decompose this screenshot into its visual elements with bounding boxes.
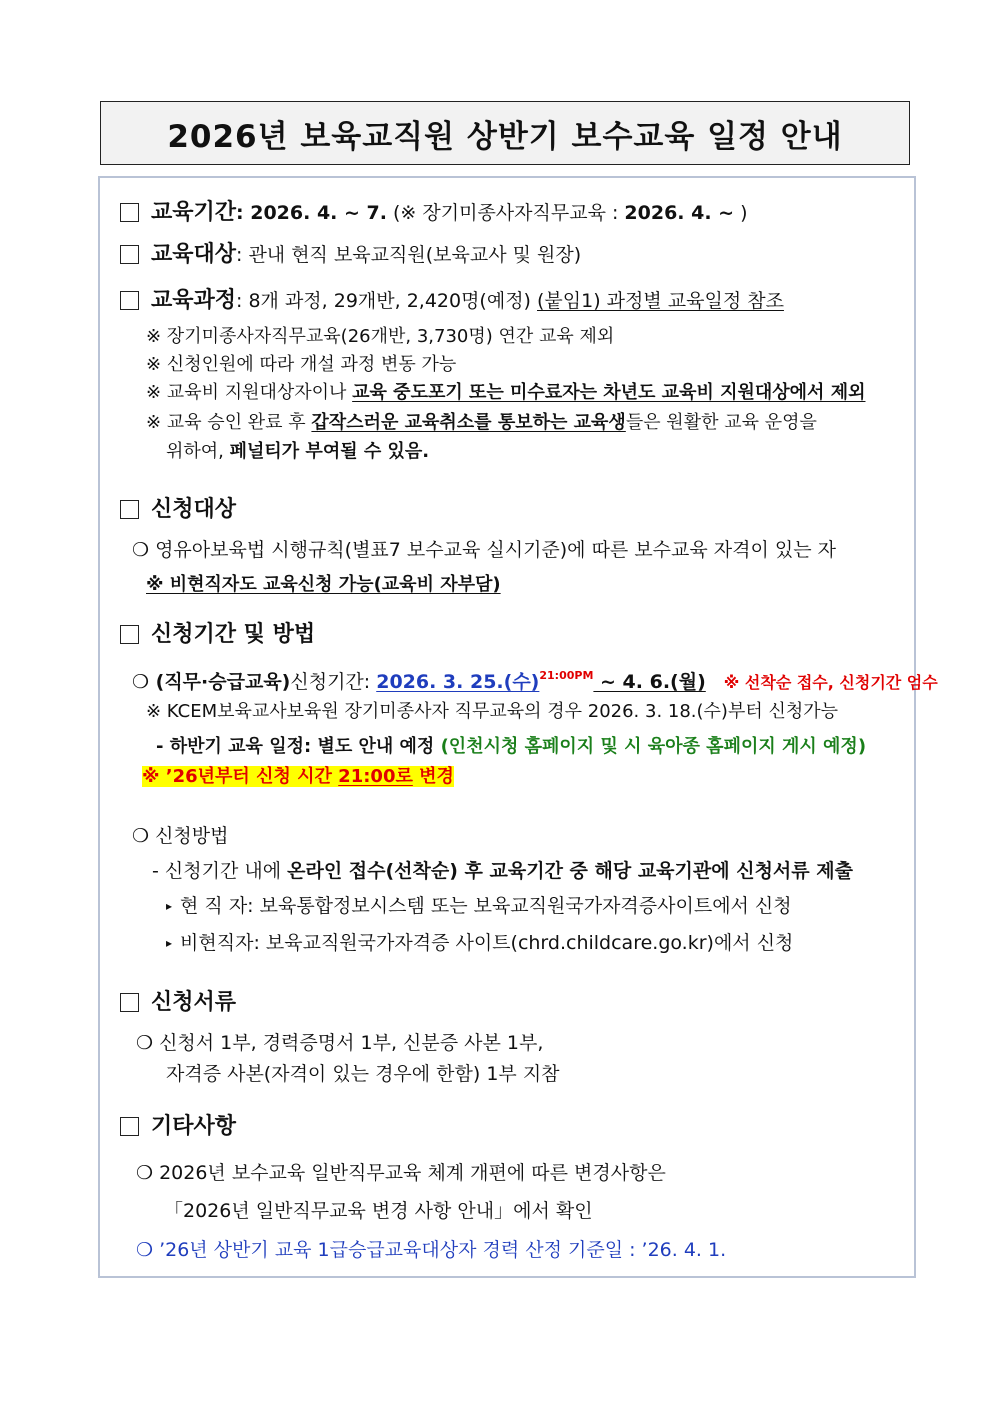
course-note-2: ※ 신청인원에 따라 개설 과정 변동 가능 bbox=[146, 354, 457, 375]
checkbox-icon bbox=[120, 203, 139, 222]
note-text: ※ 교육 승인 완료 후 bbox=[146, 412, 312, 433]
title-box bbox=[100, 101, 910, 165]
page-title: 2026년 보육교직원 상반기 보수교육 일정 안내 bbox=[167, 118, 843, 155]
method-non-current-staff bbox=[166, 931, 793, 955]
method-text: 비현직자: 보육교직원국가자격증 사이트(chrd.childcare.go.kr)에서 신청 bbox=[180, 932, 794, 954]
section-other bbox=[120, 1115, 236, 1139]
note-emphasis: 온라인 접수(선착순) 후 교육기간 중 해당 교육기관에 신청서류 제출 bbox=[287, 860, 853, 882]
period-note-end: ) bbox=[734, 202, 748, 224]
note-emphasis: 페널티가 부여될 수 있음. bbox=[229, 441, 430, 462]
time-change-notice bbox=[142, 765, 454, 789]
period-label: 신청기간: bbox=[290, 671, 377, 693]
section-applicant bbox=[120, 498, 236, 522]
period-note-date: 2026. 4. ~ bbox=[624, 202, 735, 224]
section-heading: 신청서류 bbox=[151, 990, 237, 1015]
method-text: 현 직 자: 보육통합정보시스템 또는 보육교직원국가자격증사이트에서 신청 bbox=[180, 895, 792, 917]
section-heading: 교육대상 bbox=[151, 242, 237, 267]
period-dates: : 2026. 4. ~ 7. bbox=[236, 202, 387, 224]
section-heading: 교육기간 bbox=[151, 200, 237, 225]
course-note-4-cont bbox=[166, 440, 429, 464]
method-description bbox=[152, 859, 853, 883]
checkbox-icon bbox=[120, 245, 139, 264]
checkbox-icon bbox=[120, 625, 139, 644]
section-application-period bbox=[120, 623, 315, 647]
applicant-note-1 bbox=[146, 573, 501, 597]
section-education-course bbox=[120, 289, 784, 313]
note-emphasis: ※ 비현직자도 교육신청 가능(교육비 자부담) bbox=[146, 574, 501, 595]
applicant-item-1: ❍ 영유아보육법 시행규칙(별표7 보수교육 실시기준)에 따른 보수교육 자격이 있는 자 bbox=[132, 539, 836, 561]
course-text: : 8개 과정, 29개반, 2,420명(예정) bbox=[236, 290, 538, 312]
note-text: ※ 교육비 지원대상자이나 bbox=[146, 382, 353, 403]
second-half-note bbox=[156, 735, 866, 759]
period-warning: ※ 선착순 접수, 신청기간 엄수 bbox=[723, 673, 938, 692]
section-heading: 기타사항 bbox=[151, 1114, 237, 1139]
note-text: 위하여, bbox=[166, 441, 230, 462]
triangle-icon: ▸ bbox=[166, 936, 173, 950]
documents-item-1-cont: 자격증 사본(자격이 있는 경우에 한함) 1부 지참 bbox=[166, 1063, 560, 1085]
course-reference-link: (붙임1) 과정별 교육일정 참조 bbox=[537, 290, 784, 312]
kcem-note: ※ KCEM보육교사보육원 장기미종사자 직무교육의 경우 2026. 3. 18.(수)부터 신청가능 bbox=[146, 701, 838, 722]
period-end: ~ 4. 6.(월) bbox=[593, 671, 706, 693]
period-start: 2026. 3. 25.(수) bbox=[376, 671, 540, 693]
triangle-icon: ▸ bbox=[166, 899, 173, 913]
section-heading: 신청기간 및 방법 bbox=[151, 622, 316, 647]
note-text: - 하반기 교육 일정: 별도 안내 예정 bbox=[156, 736, 441, 757]
section-documents bbox=[120, 991, 236, 1015]
course-note-1: ※ 장기미종사자직무교육(26개반, 3,730명) 연간 교육 제외 bbox=[146, 326, 615, 347]
period-note: (※ 장기미종사자직무교육 : bbox=[386, 202, 625, 224]
checkbox-icon bbox=[120, 1117, 139, 1136]
other-item-1-cont: 「2026년 일반직무교육 변경 사항 안내」에서 확인 bbox=[164, 1200, 593, 1222]
documents-item-1: ❍ 신청서 1부, 경력증명서 1부, 신분증 사본 1부, bbox=[136, 1032, 544, 1054]
section-heading: 신청대상 bbox=[151, 497, 237, 522]
checkbox-icon bbox=[120, 500, 139, 519]
notice-text: ※ ’26년부터 신청 시간 bbox=[142, 766, 339, 787]
course-note-4 bbox=[146, 411, 817, 435]
note-text: 들은 원활한 교육 운영을 bbox=[625, 412, 817, 433]
other-item-2: ❍ ’26년 상반기 교육 1급승급교육대상자 경력 산정 기준일 : ’26. 4. 1. bbox=[136, 1239, 727, 1261]
section-heading: 교육과정 bbox=[151, 288, 237, 313]
checkbox-icon bbox=[120, 993, 139, 1012]
section-education-period bbox=[120, 201, 748, 225]
note-green: (인천시청 홈페이지 및 시 육아종 홈페이지 게시 예정) bbox=[440, 736, 867, 757]
notice-time: 21:00로 bbox=[338, 766, 413, 787]
other-item-1: ❍ 2026년 보수교육 일반직무교육 체계 개편에 따른 변경사항은 bbox=[136, 1162, 666, 1184]
checkbox-icon bbox=[120, 291, 139, 310]
target-text: : 관내 현직 보육교직원(보육교사 및 원장) bbox=[236, 244, 582, 266]
notice-text: 변경 bbox=[412, 766, 454, 787]
section-education-target bbox=[120, 243, 581, 267]
application-method: ❍ 신청방법 bbox=[132, 825, 229, 847]
period-time: 21:00PM bbox=[539, 669, 594, 682]
application-period-line bbox=[132, 664, 938, 695]
note-emphasis: 갑작스러운 교육취소를 통보하는 교육생 bbox=[311, 412, 626, 433]
course-note-3 bbox=[146, 381, 865, 405]
note-emphasis: 교육 중도포기 또는 미수료자는 차년도 교육비 지원대상에서 제외 bbox=[352, 382, 866, 403]
method-current-staff bbox=[166, 894, 792, 918]
note-text: - 신청기간 내에 bbox=[152, 860, 288, 882]
course-type: ❍ (직무·승급교육) bbox=[132, 671, 291, 693]
